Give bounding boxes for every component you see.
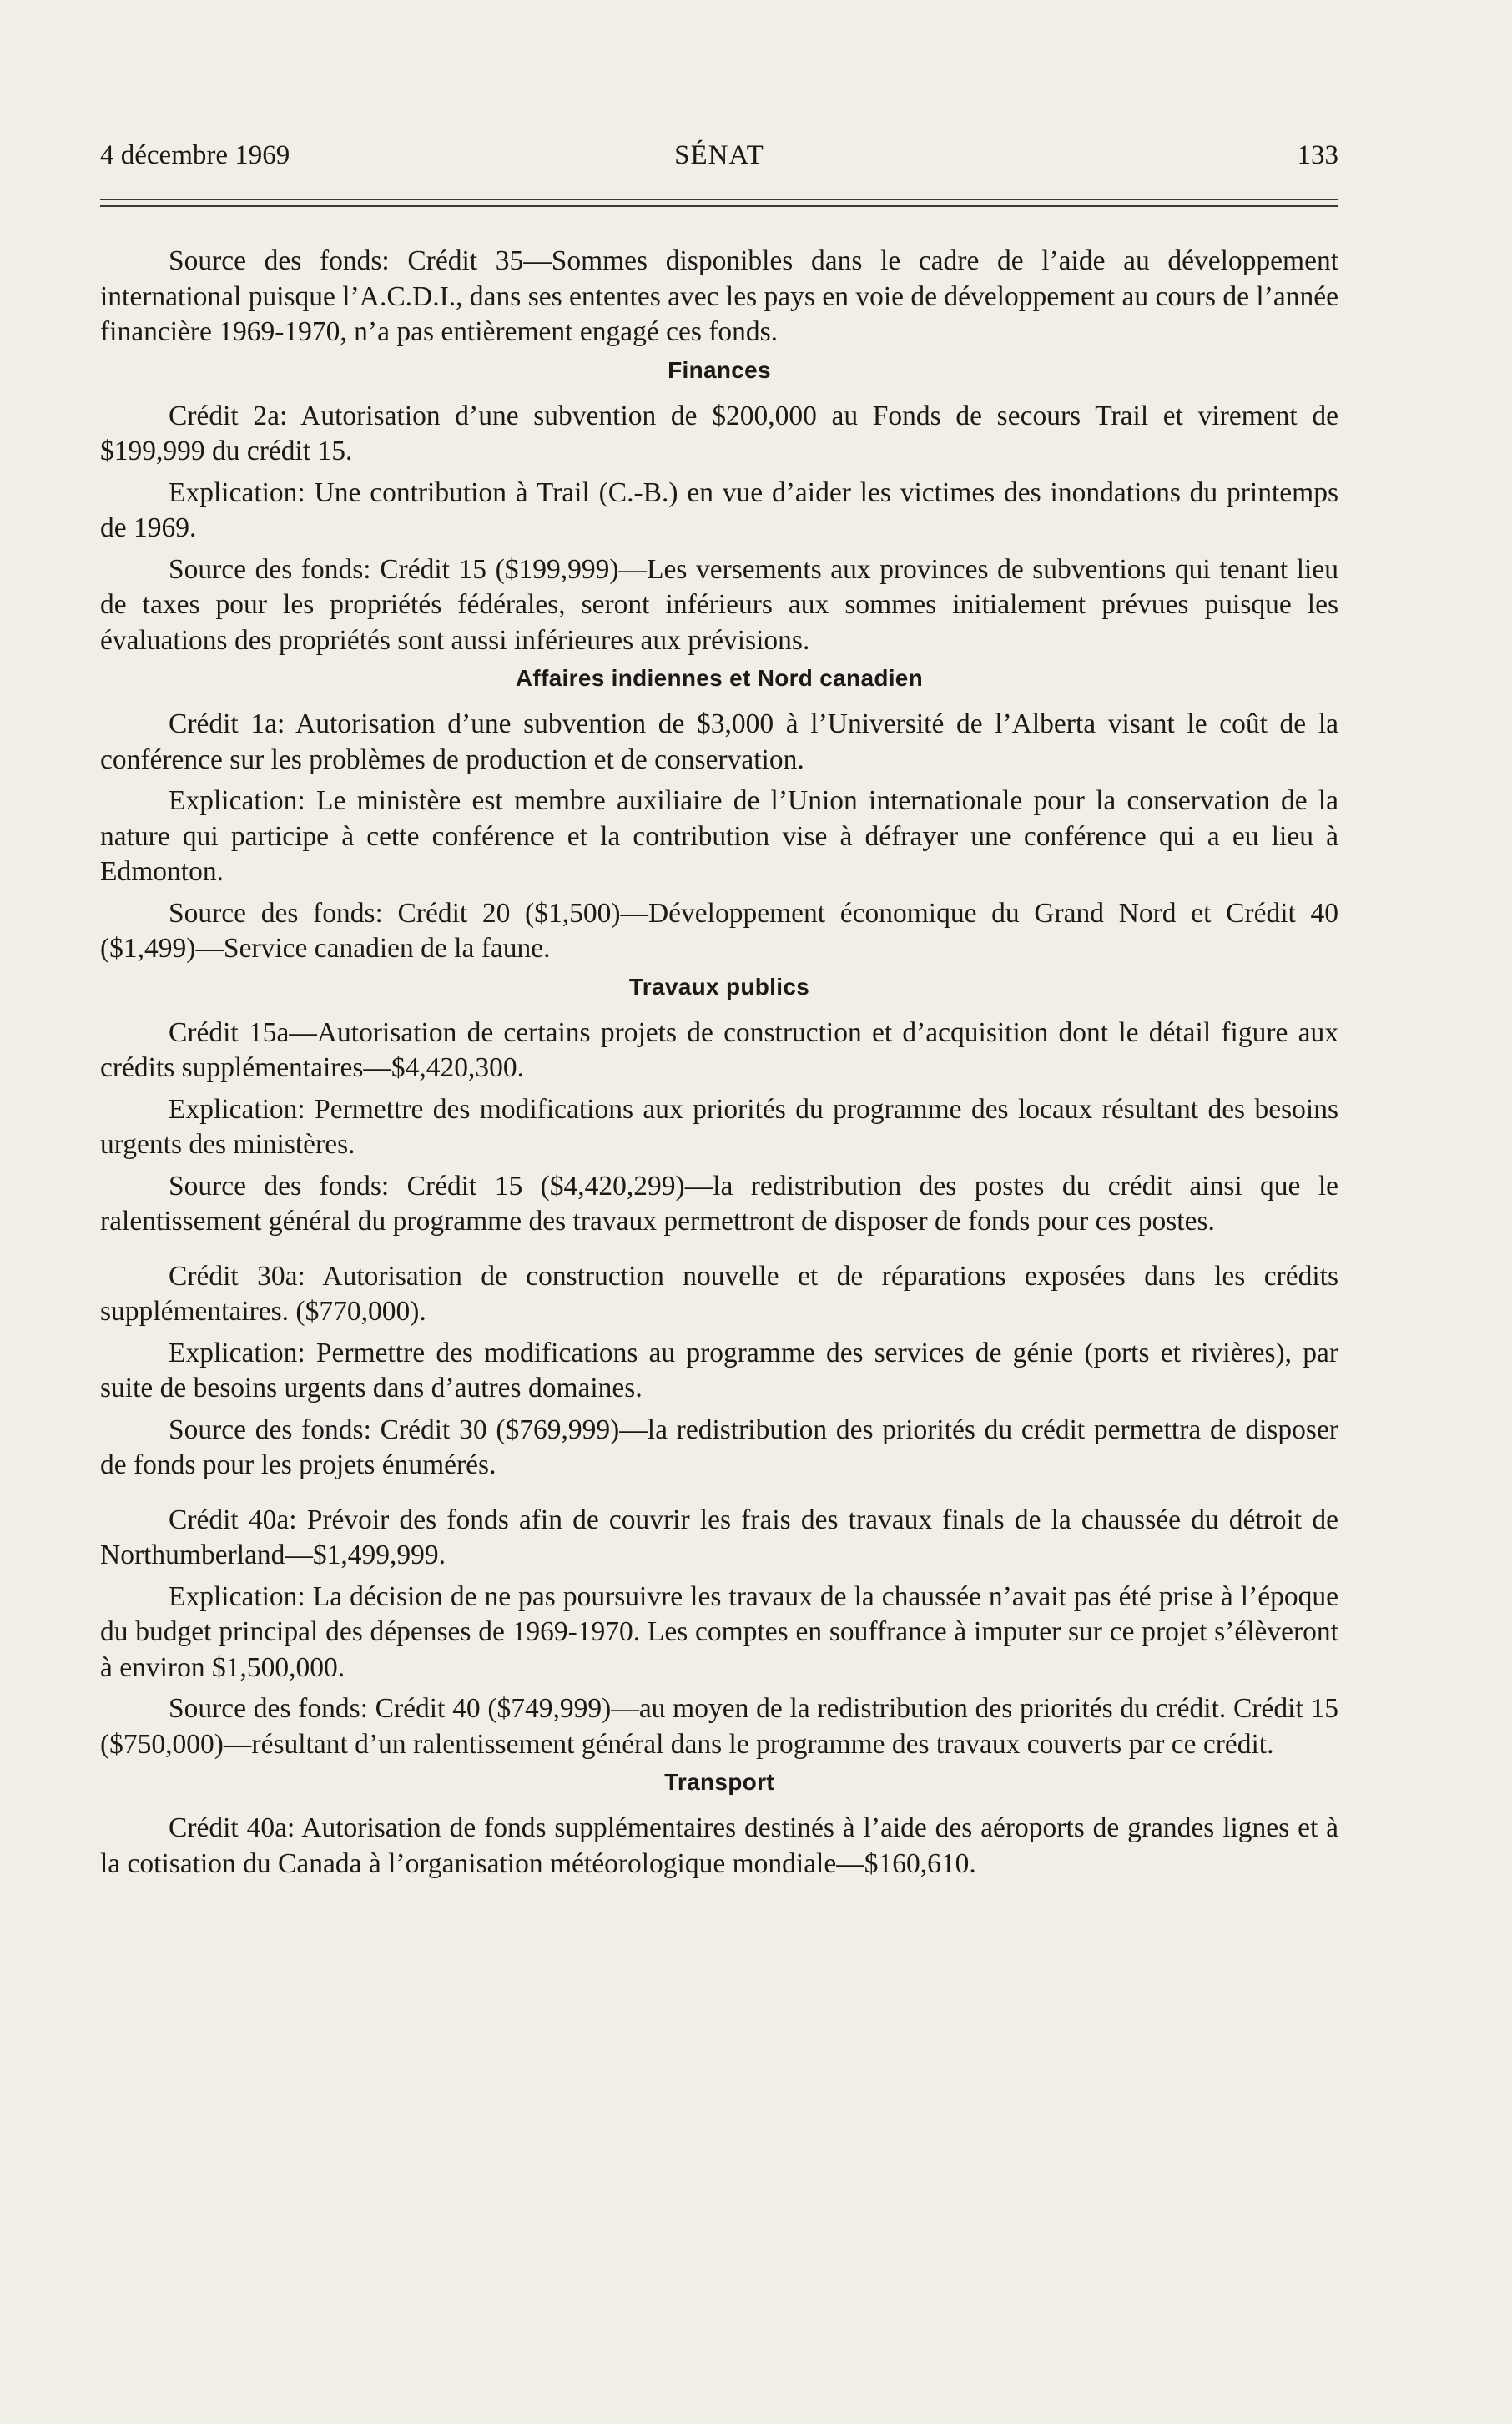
paragraph: Crédit 15a—Autorisation de certains projets de construction et d’acquisition dont le détail figure aux crédits supplémentaires—$4,420,300. xyxy=(100,1016,1338,1083)
paragraph-gap xyxy=(100,1489,1338,1503)
paragraph: Source des fonds: Crédit 20 ($1,500)—Développement économique du Grand Nord et Crédit 40 ($1,499)—Service canadien de la faune. xyxy=(100,897,1338,964)
paragraph: Crédit 30a: Autorisation de construction nouvelle et de réparations exposées dans les crédits supplémentaires. ($770,000). xyxy=(100,1260,1338,1327)
paragraph: Explication: La décision de ne pas poursuivre les travaux de la chaussée n’avait pas été prise à l’époque du budget principal des dépenses de 1969-1970. Les comptes en souffrance à imputer sur ce projet s’élèveront à environ $1,500,000. xyxy=(100,1580,1338,1683)
paragraph: Explication: Permettre des modifications au programme des services de génie (ports et rivières), par suite de besoins urgents dans d’autres domaines. xyxy=(100,1337,1338,1404)
paragraph: Crédit 1a: Autorisation d’une subvention de $3,000 à l’Université de l’Alberta visant le coût de la conférence sur les problèmes de production et de conservation. xyxy=(100,708,1338,775)
paragraph: Source des fonds: Crédit 15 ($199,999)—Les versements aux provinces de subventions qui tenant lieu de taxes pour les propriétés fédérales, seront inférieurs aux sommes initialement prévues puisque les évaluations des propriétés sont aussi inférieures aux prévisions. xyxy=(100,553,1338,656)
section-heading: Finances xyxy=(668,356,771,383)
section-heading: Affaires indiennes et Nord canadien xyxy=(515,665,924,691)
paragraph: Explication: Permettre des modifications aux priorités du programme des locaux résultant des besoins urgents des ministères. xyxy=(100,1093,1338,1160)
page-header xyxy=(100,140,1338,182)
header-double-rule xyxy=(100,199,1338,207)
section-heading: Travaux publics xyxy=(628,973,810,1000)
paragraph: Explication: Le ministère est membre auxiliaire de l’Union internationale pour la conservation de la nature qui participe à cette conférence et la contribution vise à défrayer une conférence qui a eu lieu à Edmonton. xyxy=(100,785,1338,887)
paragraph: Source des fonds: Crédit 15 ($4,420,299)—la redistribution des postes du crédit ainsi que le ralentissement général du programme des travaux permettront de disposer de fonds pour ces postes. xyxy=(100,1170,1338,1237)
paragraph: Source des fonds: Crédit 30 ($769,999)—la redistribution des priorités du crédit permettra de disposer de fonds pour les projets énumérés. xyxy=(100,1414,1338,1480)
paragraph: Explication: Une contribution à Trail (C.-B.) en vue d’aider les victimes des inondations du printemps de 1969. xyxy=(100,476,1338,543)
paragraph: Source des fonds: Crédit 35—Sommes disponibles dans le cadre de l’aide au développement international puisque l’A.C.D.I., dans ses ententes avec les pays en voie de développement au cours de l’année financière 1969-1970, n’a pas entièrement engagé ces fonds. xyxy=(100,245,1338,347)
header-title: SÉNAT xyxy=(674,140,764,170)
paragraph-gap xyxy=(100,1246,1338,1259)
paragraph: Source des fonds: Crédit 40 ($749,999)—au moyen de la redistribution des priorités du crédit. Crédit 15 ($750,000)—résultant d’un ralentissement général dans le programme des travaux couverts par ce crédit. xyxy=(100,1693,1338,1760)
header-date: 4 décembre 1969 xyxy=(100,140,290,170)
paragraph: Crédit 40a: Prévoir des fonds afin de couvrir les frais des travaux finals de la chaussée du détroit de Northumberland—$1,499,999. xyxy=(100,1504,1338,1570)
paragraph: Crédit 40a: Autorisation de fonds supplémentaires destinés à l’aide des aéroports de grandes lignes et à la cotisation du Canada à l’organisation météorologique mondiale—$160,610. xyxy=(100,1812,1338,1879)
header-page-number: 133 xyxy=(1297,140,1338,170)
page-content xyxy=(100,244,1338,1887)
paragraph: Crédit 2a: Autorisation d’une subvention de $200,000 au Fonds de secours Trail et virement de $199,999 du crédit 15. xyxy=(100,400,1338,466)
section-heading: Transport xyxy=(664,1769,774,1795)
